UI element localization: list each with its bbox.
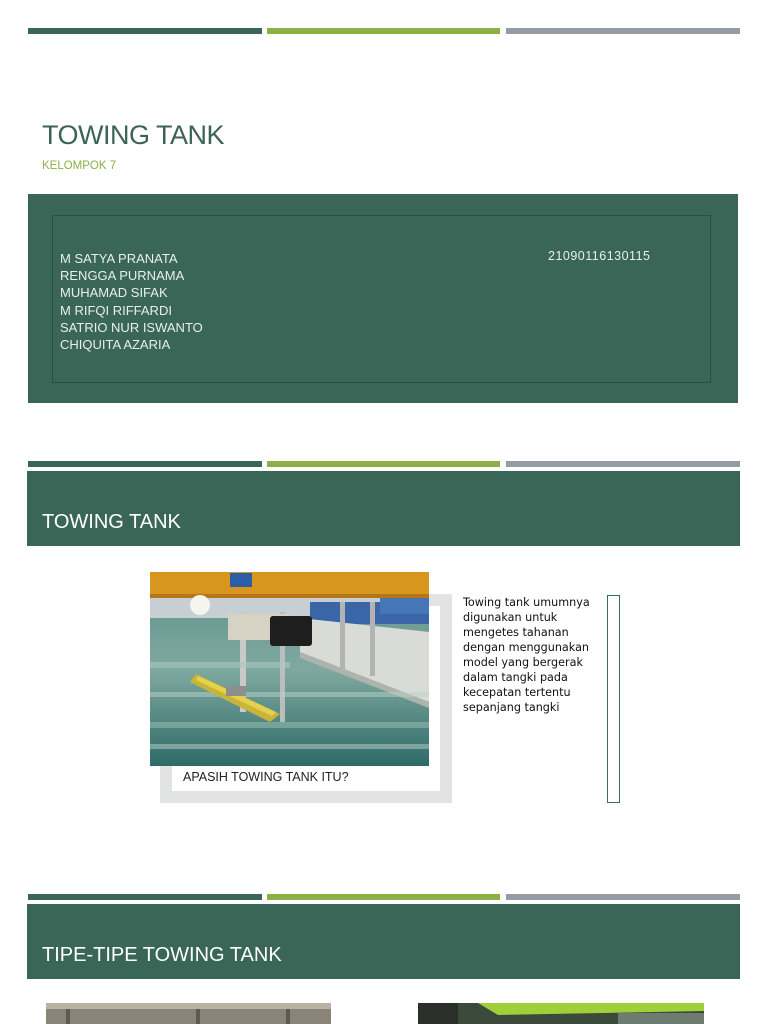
- slide2-stripes: [28, 461, 740, 467]
- member-name: SATRIO NUR ISWANTO: [60, 319, 203, 335]
- tank-type-photo-1: [46, 1003, 331, 1024]
- slide1-title: TOWING TANK: [42, 120, 225, 150]
- slide1-subtitle: KELOMPOK 7: [42, 160, 117, 172]
- stripe-lime: [267, 28, 500, 34]
- member-name: MUHAMAD SIFAK: [60, 285, 168, 301]
- photo-caption: APASIH TOWING TANK ITU?: [183, 770, 349, 784]
- member-list: [60, 250, 203, 353]
- slide1-stripes: [28, 28, 740, 34]
- member-name: RENGGA PURNAMA: [60, 268, 185, 284]
- slide3-stripes: [28, 894, 740, 900]
- stripe-gray: [506, 461, 740, 467]
- towing-tank-photo: [150, 572, 429, 766]
- towing-tank-description: Towing tank umumnya digunakan untuk mengetes tahanan dengan menggunakan model yang bergerak dalam tangki pada kecepatan tertentu sepanjang tangki: [463, 596, 590, 714]
- slide2-title: TOWING TANK: [42, 511, 181, 533]
- tank-type-photo-2: [418, 1003, 704, 1024]
- slide3-title: TIPE-TIPE TOWING TANK: [42, 944, 282, 966]
- member-name: M RIFQI RIFFARDI: [60, 302, 172, 318]
- member-name: M SATYA PRANATA: [60, 251, 178, 266]
- stripe-dark: [28, 28, 262, 34]
- slide3-title-band: [27, 904, 740, 979]
- stripe-lime: [267, 894, 500, 900]
- slide2-title-band: [27, 471, 740, 546]
- stripe-gray: [506, 894, 740, 900]
- student-id: 21090116130115: [548, 249, 651, 263]
- accent-bar: [607, 595, 620, 803]
- stripe-dark: [28, 461, 262, 467]
- member-panel: [28, 194, 738, 403]
- member-name: CHIQUITA AZARIA: [60, 337, 171, 353]
- stripe-gray: [506, 28, 740, 34]
- stripe-dark: [28, 894, 262, 900]
- stripe-lime: [267, 461, 500, 467]
